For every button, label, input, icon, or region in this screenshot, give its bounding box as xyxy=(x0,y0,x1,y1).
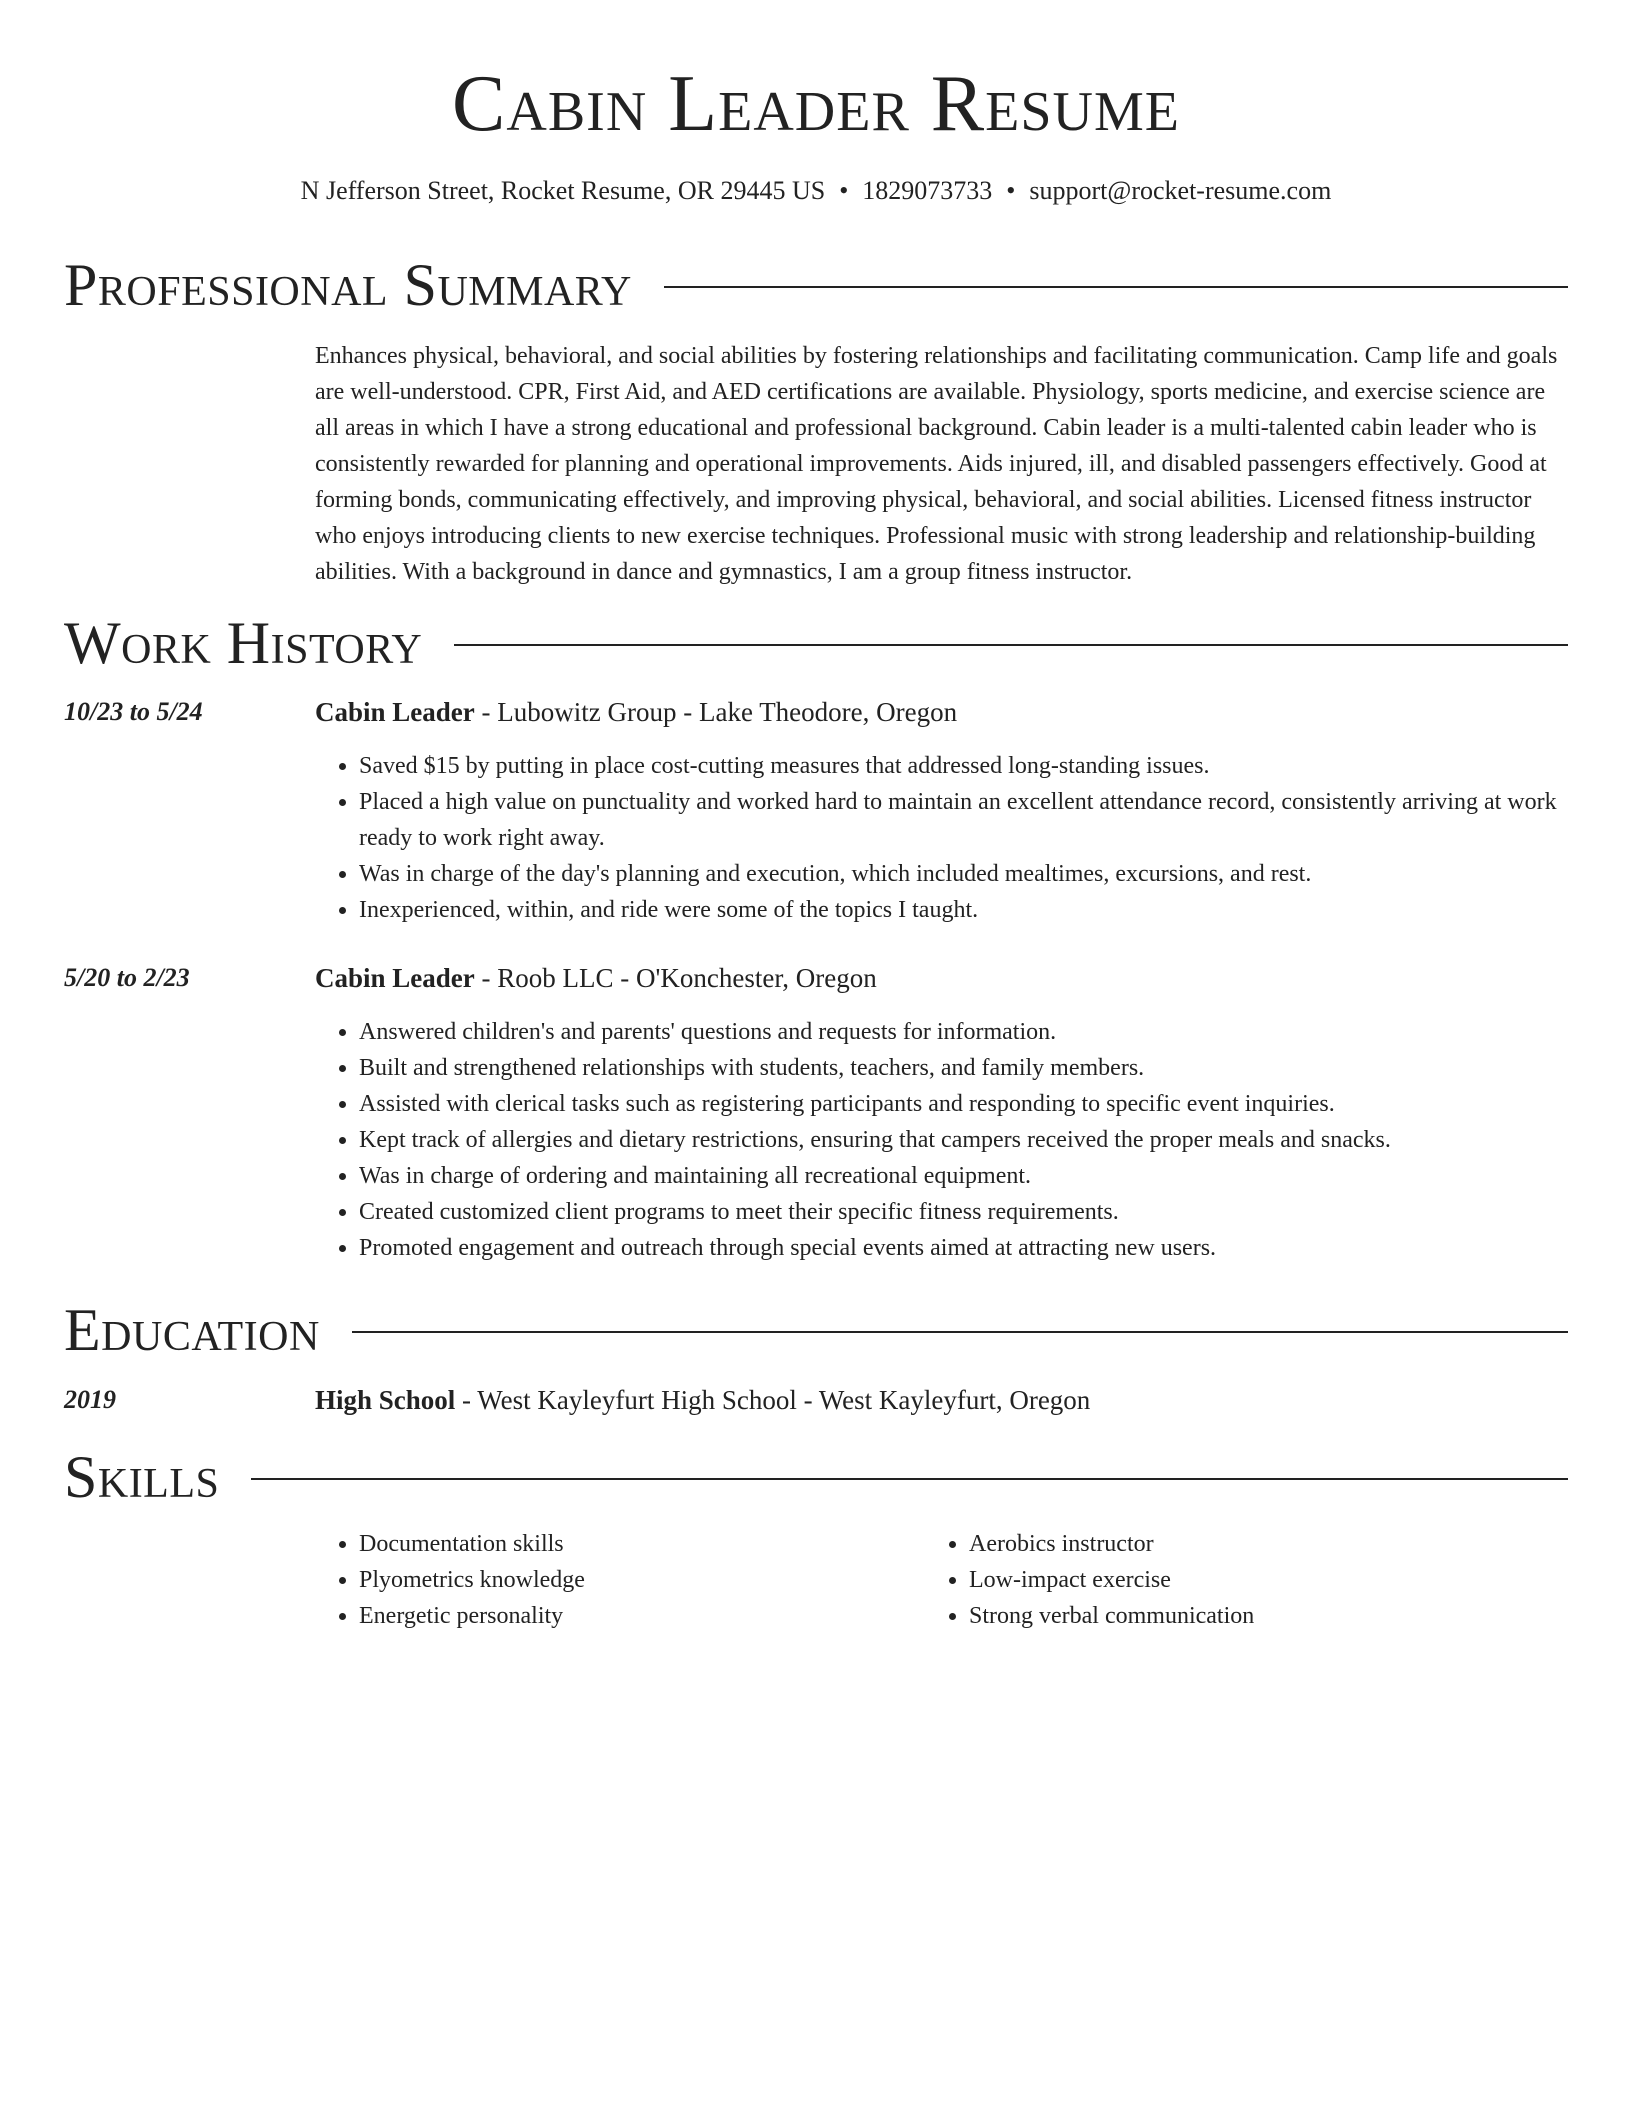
skill-item: • Energetic personality xyxy=(359,1598,919,1634)
section-divider xyxy=(352,1331,1568,1333)
job-title: Cabin Leader xyxy=(315,963,475,993)
job-employer: - Lubowitz Group - Lake Theodore, Oregon xyxy=(474,697,958,727)
job-bullet: • Assisted with clerical tasks such as registering participants and responding to specific event inquiries. xyxy=(359,1086,1568,1122)
job-bullet: • Built and strengthened relationships with students, teachers, and family members. xyxy=(359,1050,1568,1086)
job-bullet: • Promoted engagement and outreach through special events aimed at attracting new users. xyxy=(359,1230,1568,1266)
job-heading xyxy=(315,694,1568,730)
contact-email: support@rocket-resume.com xyxy=(1029,176,1332,205)
summary-section-header xyxy=(64,250,1568,320)
separator-dot: • xyxy=(839,176,849,205)
skills-heading: Skills xyxy=(64,1444,220,1510)
skill-item: • Low-impact exercise xyxy=(969,1562,1529,1598)
separator-dot: • xyxy=(1006,176,1016,205)
job-dates: 5/20 to 2/23 xyxy=(64,963,190,992)
education-school: - West Kayleyfurt High School - West Kayleyfurt, Oregon xyxy=(455,1385,1091,1415)
education-heading-line xyxy=(315,1382,1568,1418)
job-bullet: • Answered children's and parents' questions and requests for information. xyxy=(359,1014,1568,1050)
job-title: Cabin Leader xyxy=(315,697,475,727)
job-bullet: • Inexperienced, within, and ride were some of the topics I taught. xyxy=(359,892,1568,928)
skill-item: • Aerobics instructor xyxy=(969,1526,1529,1562)
job-bullet-list xyxy=(315,1014,1568,1266)
job-employer: - Roob LLC - O'Konchester, Oregon xyxy=(474,963,877,993)
skill-item: • Strong verbal communication xyxy=(969,1598,1529,1634)
job-bullet: • Was in charge of ordering and maintaining all recreational equipment. xyxy=(359,1158,1568,1194)
contact-address: N Jefferson Street, Rocket Resume, OR 29445 US xyxy=(300,176,826,205)
summary-text: Enhances physical, behavioral, and social abilities by fostering relationships and facilitating communication. Camp life and goals are well-understood. CPR, First Aid, and AED certifications are available. Physiology, sports medicine, and exercise science are all areas in which I have a strong educational and professional background. Cabin leader is a multi-talented cabin leader who is consistently rewarded for planning and operational improvements. Aids injured, ill, and disabled passengers effectively. Good at forming bonds, communicating effectively, and improving physical, behavioral, and social abilities. Licensed fitness instructor who enjoys introducing clients to new exercise techniques. Professional music with strong leadership and relationship-building abilities. With a background in dance and gymnastics, I am a group fitness instructor. xyxy=(315,343,1558,585)
education-section-header xyxy=(64,1295,1568,1365)
section-divider xyxy=(251,1478,1568,1480)
skills-list-right xyxy=(925,1526,1529,1634)
work-heading: Work History xyxy=(64,610,423,676)
job-bullet: • Created customized client programs to meet their specific fitness requirements. xyxy=(359,1194,1568,1230)
job-bullet: • Saved $15 by putting in place cost-cutting measures that addressed long-standing issues. xyxy=(359,748,1568,784)
skills-section-header xyxy=(64,1442,1568,1512)
contact-line xyxy=(0,173,1632,209)
job-dates: 10/23 to 5/24 xyxy=(64,697,203,726)
education-year: 2019 xyxy=(64,1385,116,1414)
job-bullet: • Placed a high value on punctuality and worked hard to maintain an excellent attendance record, consistently arriving at work ready to work right away. xyxy=(359,784,1568,856)
job-bullet: • Was in charge of the day's planning and execution, which included mealtimes, excursions, and rest. xyxy=(359,856,1568,892)
job-heading xyxy=(315,960,1568,996)
education-heading: Education xyxy=(64,1297,320,1363)
job-bullet: • Kept track of allergies and dietary restrictions, ensuring that campers received the proper meals and snacks. xyxy=(359,1122,1568,1158)
skill-item: • Plyometrics knowledge xyxy=(359,1562,919,1598)
contact-phone: 1829073733 xyxy=(862,176,993,205)
resume-title: Cabin Leader Resume xyxy=(452,60,1180,148)
skill-item: • Documentation skills xyxy=(359,1526,919,1562)
work-section-header xyxy=(64,608,1568,678)
section-divider xyxy=(454,644,1568,646)
summary-heading: Professional Summary xyxy=(64,252,632,318)
education-degree: High School xyxy=(315,1385,456,1415)
section-divider xyxy=(664,286,1568,288)
job-bullet-list xyxy=(315,748,1568,928)
skills-list-left xyxy=(315,1526,919,1634)
